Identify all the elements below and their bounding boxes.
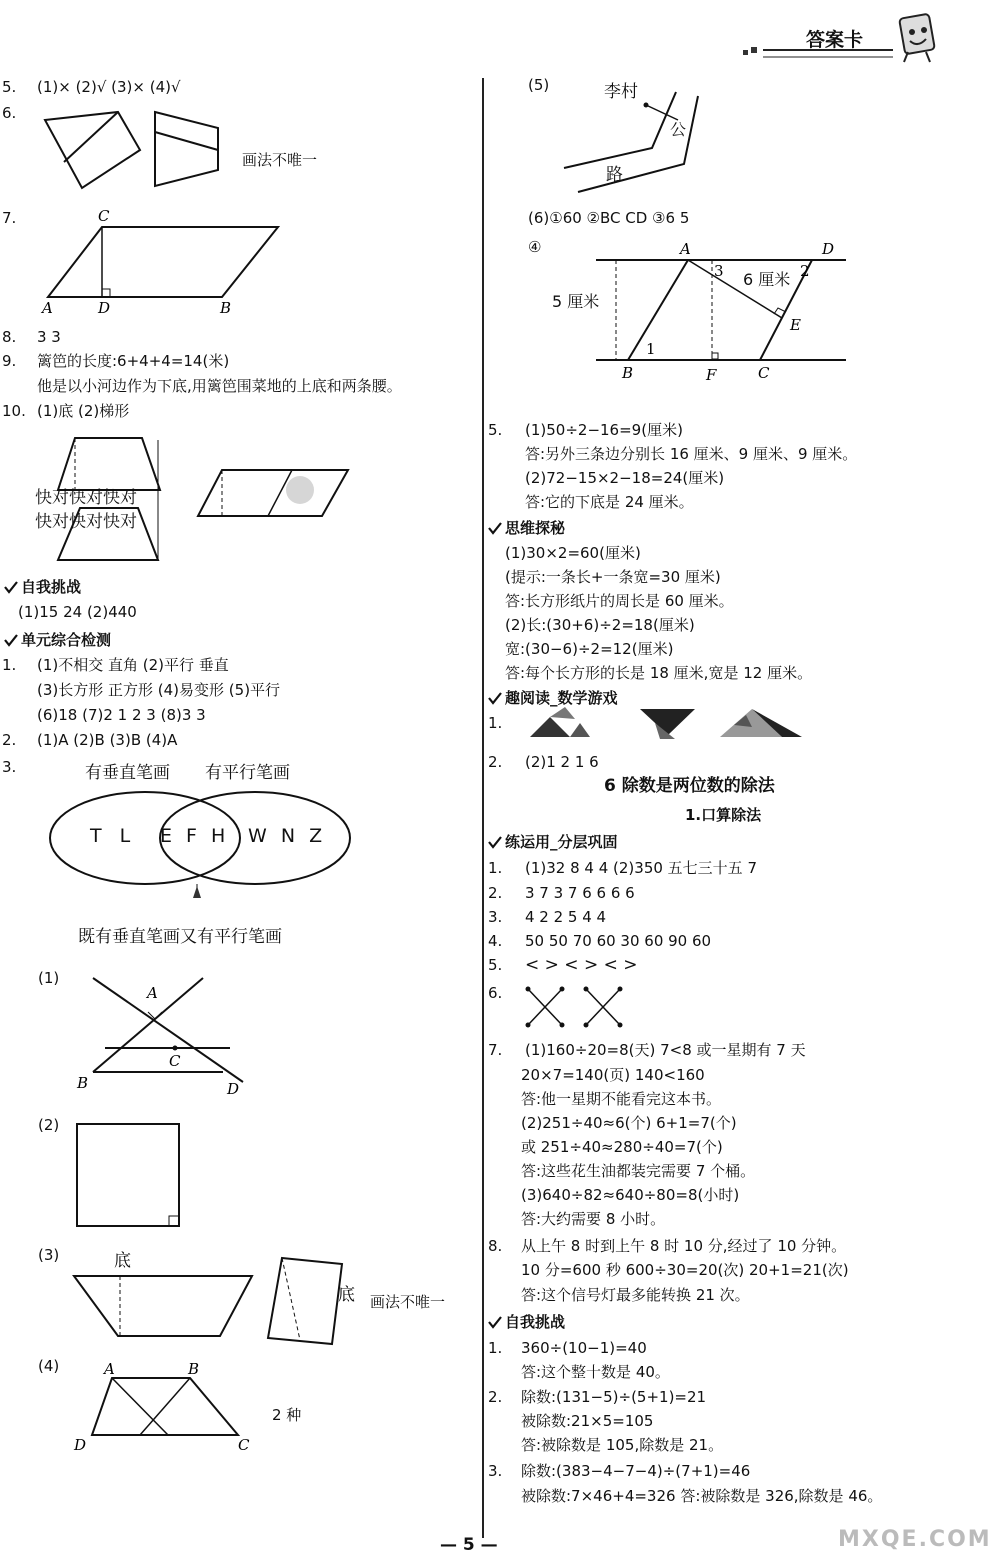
r5-road-map [560,90,710,200]
r6-line: (6)①60 ②BC CD ③6 5 [528,209,690,227]
game-n2: 2. [488,753,503,771]
u2-num: 2. [2,731,17,749]
mascot-icon [890,8,950,66]
thinking-l6: 答:每个长方形的长是 18 厘米,宽是 12 厘米。 [505,664,813,682]
thinking-l2: (提示:一条长+一条宽=30 厘米) [505,568,721,586]
practice-4-num: 4. [488,932,503,950]
venn-right-title: 有平行笔画 [205,763,290,783]
venn-bottom: 既有垂直笔画又有平行笔画 [78,927,282,947]
u4-p4-label-d: D [74,1436,87,1454]
self2-q2-num: 2. [488,1388,503,1406]
tangram-figures [520,705,810,745]
u1-line1: (1)不相交 直角 (2)平行 垂直 [37,656,229,674]
u4-label-b: B [77,1074,89,1092]
venn-left-title: 有垂直笔画 [85,763,170,783]
practice-5-num: 5. [488,956,503,974]
self2-q1-l1: 360÷(10−1)=40 [521,1339,647,1357]
r6-label-b: B [622,364,634,382]
self2-heading [488,1312,565,1332]
thinking-l5: 宽:(30−6)÷2=12(厘米) [505,640,674,658]
check-icon [4,633,18,647]
practice-8-l2: 10 分=600 秒 600÷30=20(次) 20+1=21(次) [521,1261,849,1279]
check-icon [4,580,18,594]
r6-angle-1: 1 [646,340,656,358]
thinking-l1: (1)30×2=60(厘米) [505,544,641,562]
self-challenge-heading [4,577,81,597]
self2-q2-l1: 除数:(131−5)÷(5+1)=21 [521,1388,707,1406]
q7-num: 7. [2,209,17,227]
q7-label-b: B [220,299,232,317]
u1-line2: (3)长方形 正方形 (4)易变形 (5)平行 [37,681,281,699]
practice-1-num: 1. [488,859,503,877]
u4-trapezoid [70,1270,260,1340]
u4-triangle [75,970,265,1100]
q6-note: 画法不唯一 [242,151,318,169]
practice-5-text: < > < > < > [525,955,638,975]
practice-4-text: 50 50 70 60 30 60 90 60 [525,932,712,950]
thinking-l4: (2)长:(30+6)÷2=18(厘米) [505,616,695,634]
r6-sub4: ④ [528,238,542,256]
practice-3-text: 4 2 2 5 4 4 [525,908,607,926]
r6-label-c: C [758,364,770,382]
practice-7-l4: (2)251÷40≈6(个) 6+1=7(个) [521,1114,737,1132]
check-icon [488,835,502,849]
game-n1: 1. [488,714,503,732]
q10-word1: 快对快对快对 [35,488,137,508]
r6-angle-3: 3 [714,262,724,280]
chapter-title: 6 除数是两位数的除法 [604,776,775,796]
practice-1-text: (1)32 8 4 4 (2)350 五七三十五 7 [525,859,757,877]
q10-text: (1)底 (2)梯形 [37,402,130,420]
q7-label-a: A [42,299,53,317]
venn-right: W N Z [248,825,327,847]
self-challenge-answer: (1)15 24 (2)440 [18,603,137,621]
practice-7-l6: 答:这些花生油都装完需要 7 个桶。 [521,1162,756,1180]
q9-line1: 篱笆的长度:6+4+4=14(米) [37,352,230,370]
u4-p3-note: 画法不唯一 [370,1293,446,1311]
q8-text: 3 3 [37,328,61,346]
practice-8-l1: 从上午 8 时到上午 8 时 10 分,经过了 10 分钟。 [521,1237,847,1255]
practice-6-num: 6. [488,984,503,1002]
u4-trapezoid2 [70,1360,270,1455]
q9-line2: 他是以小河边作为下底,用篱笆围菜地的上底和两条腰。 [37,377,402,395]
u4-p4-label-c: C [238,1436,250,1454]
self2-q1-l2: 答:这个整十数是 40。 [521,1363,670,1381]
u1-num: 1. [2,656,17,674]
q8-num: 8. [2,328,17,346]
r7-l1: (1)50÷2−16=9(厘米) [525,421,683,439]
practice-2-text: 3 7 3 7 6 6 6 6 [525,884,635,902]
u4-p4: (4) [38,1357,60,1375]
self2-q3-num: 3. [488,1462,503,1480]
practice-7-l7: (3)640÷82≈640÷80=8(小时) [521,1186,740,1204]
self2-q2-l3: 答:被除数是 105,除数是 21。 [521,1436,724,1454]
q9-num: 9. [2,352,17,370]
unit-test-title: 单元综合检测 [21,631,112,649]
q7-label-c: C [98,207,110,225]
practice-7-l3: 答:他一星期不能看完这本书。 [521,1090,722,1108]
r5-num: (5) [528,76,550,94]
venn-mid: E F H [160,825,230,847]
r7-l4: 答:它的下底是 24 厘米。 [525,493,694,511]
u3-num: 3. [2,758,17,776]
chapter-subtitle: 1.口算除法 [685,806,762,824]
thinking-l3: 答:长方形纸片的周长是 60 厘米。 [505,592,734,610]
page-number: — 5 — [440,1535,498,1555]
matching-lines [520,985,630,1030]
u4-p4-note: 2 种 [272,1406,302,1424]
practice-7-num: 7. [488,1041,503,1059]
u1-line3: (6)18 (7)2 1 2 3 (8)3 3 [37,706,206,724]
q10-word2: 快对快对快对 [35,512,137,532]
practice-7-l8: 答:大约需要 8 小时。 [521,1210,666,1228]
r7-l3: (2)72−15×2−18=24(厘米) [525,469,725,487]
r7-l2: 答:另外三条边分别长 16 厘米、9 厘米、9 厘米。 [525,445,858,463]
practice-7-l1: (1)160÷20=8(天) 7<8 或一星期有 7 天 [525,1041,806,1059]
r5-road1: 公 [670,120,687,139]
r6-label-a: A [680,240,691,258]
u4-p2: (2) [38,1116,60,1134]
column-divider [482,78,484,1538]
self2-title: 自我挑战 [505,1313,566,1331]
u4-p1: (1) [38,969,60,987]
q7-label-d: D [98,299,111,317]
r6-parallelogram [560,238,860,383]
q6-figures [40,108,230,198]
q10-num: 10. [2,402,26,420]
r7-num: 5. [488,421,503,439]
q5-num: 5. [2,78,17,96]
practice-7-l2: 20×7=140(页) 140<160 [521,1066,705,1084]
r6-angle-2: 2 [800,262,810,280]
r6-label-d: D [822,240,835,258]
u4-p3-base2: 底 [338,1285,355,1305]
u2-text: (1)A (2)B (3)B (4)A [37,731,178,749]
r6-label-e: E [790,316,801,334]
q5-text: (1)× (2)√ (3)× (4)√ [37,78,181,96]
self2-q1-num: 1. [488,1339,503,1357]
venn-left: T L [90,825,137,847]
q6-num: 6. [2,104,17,122]
self2-q3-l2: 被除数:7×46+4=326 答:被除数是 326,除数是 46。 [521,1487,883,1505]
game-title: 趣阅读_数学游戏 [505,689,618,707]
q7-parallelogram [40,205,320,315]
u4-p3: (3) [38,1246,60,1264]
header-title: 答案卡 [806,29,864,51]
u4-p4-label-a: A [104,1360,115,1378]
check-icon [488,521,502,535]
practice-2-num: 2. [488,884,503,902]
practice-title: 练运用_分层巩固 [505,833,618,851]
practice-7-l5: 或 251÷40≈280÷40=7(个) [521,1138,723,1156]
practice-3-num: 3. [488,908,503,926]
u4-label-a: A [147,984,158,1002]
u4-label-c: C [169,1052,181,1070]
u4-square [75,1122,185,1232]
practice-8-l3: 答:这个信号灯最多能转换 21 次。 [521,1286,750,1304]
r6-len6: 6 厘米 [743,270,791,289]
check-icon [488,1315,502,1329]
thinking-heading [488,518,565,538]
u4-parallelogram [260,1252,350,1352]
r6-label-f: F [706,366,717,384]
watermark: MXQE.COM [838,1527,992,1552]
u4-p3-base1: 底 [114,1251,131,1271]
r5-road2: 路 [606,165,623,185]
game-a2: (2)1 2 1 6 [525,753,599,771]
self2-q3-l1: 除数:(383−4−7−4)÷(7+1)=46 [521,1462,751,1480]
thinking-title: 思维探秘 [505,519,566,537]
r6-len5: 5 厘米 [552,292,600,311]
self-challenge-title: 自我挑战 [21,578,82,596]
practice-8-num: 8. [488,1237,503,1255]
check-icon [488,691,502,705]
self2-q2-l2: 被除数:21×5=105 [521,1412,654,1430]
practice-heading [488,832,618,852]
u4-p4-label-b: B [188,1360,200,1378]
u4-label-d: D [227,1080,240,1098]
unit-test-heading [4,630,111,650]
r5-village: 李村 [604,82,638,102]
